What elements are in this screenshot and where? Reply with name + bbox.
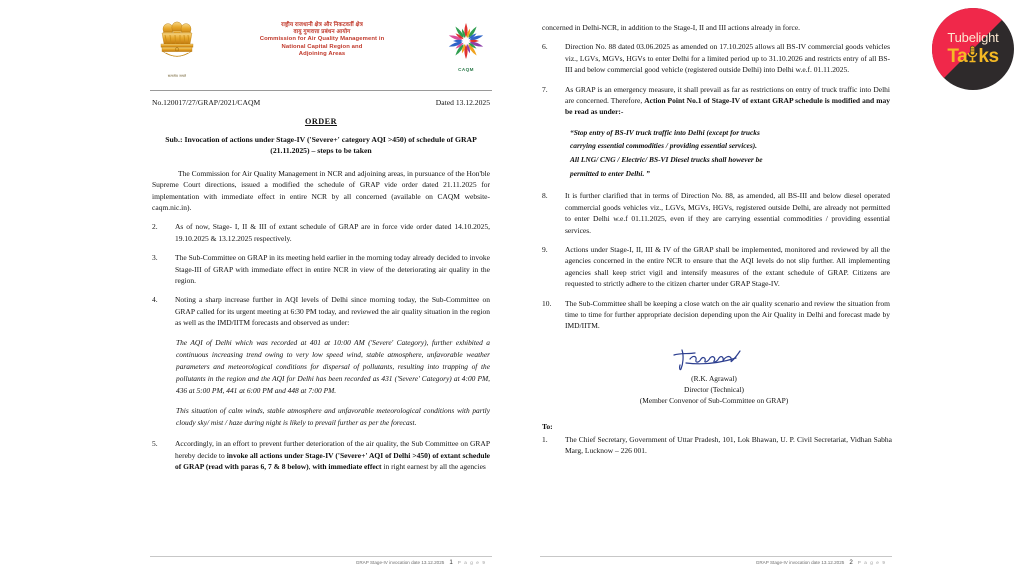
file-number: No.120017/27/GRAP/2021/CAQM: [152, 98, 261, 107]
state-emblem-block: [150, 20, 204, 82]
india-state-emblem-icon: [157, 20, 197, 64]
caqm-logo-label: CAQM: [458, 67, 474, 72]
footer-text-right: GRAP Stage-IV invocation date 13.12.2025: [755, 560, 845, 565]
footer-page-word-right: P a g e 9: [857, 560, 886, 565]
paragraph-2: [150, 221, 492, 244]
paragraph-6: [540, 41, 892, 75]
document-page-2: [540, 0, 892, 576]
footer-page-word-left: P a g e 9: [457, 560, 486, 565]
addressee-item-1: [540, 434, 892, 457]
paragraph-2-text: As of now, Stage- I, II & III of extant schedule of GRAP are in force vide order dated 14.10.2025, 19.10.2025 & 13.12.2025 respectively.: [175, 222, 490, 243]
brand-line-2-part-b: ks: [978, 45, 999, 67]
subject-prefix: Sub.:: [165, 135, 183, 144]
quote-action-line-4: permitted to enter Delhi. ”: [570, 168, 650, 178]
paragraph-3-text: The Sub-Committee on GRAP in its meeting held earlier in the morning today already decided to invoke Stage-III of GRAP with immediate effect in entire NCR in view of the deteriorating air quality in the region.: [175, 253, 490, 285]
quote-action-point: [570, 126, 890, 181]
paragraph-5-bold-action: invoke all actions under Stage-IV ('Severe+' AQI of Delhi >450) of extant schedule of GRAP (read with paras 6, 7 & 8 below): [175, 450, 490, 472]
subject-line: [150, 135, 492, 157]
paragraph-5-part-e: in right earnest by all the agencies: [381, 462, 486, 472]
paragraph-10-text: The Sub-Committee shall be keeping a close watch on the air quality scenario and review the situation from time to time for further appropriate decision depending upon the Air Quality in Delhi and forecast made by IMD/IITM.: [565, 298, 890, 331]
paragraph-8-number: 8.: [542, 191, 548, 201]
letterhead-english-line-3: Adjoining Areas: [298, 51, 346, 58]
handwritten-signature-icon: [668, 346, 760, 372]
signatory-name: (R.K. Agrawal): [691, 373, 737, 383]
paragraph-7-bold-modification: Action Point No.1 of Stage-IV of extant GRAP schedule is modified and may be read as under: [565, 95, 890, 117]
quote-action-line-1: “Stop entry of BS-IV truck traffic into Delhi (except for trucks: [570, 127, 760, 137]
footer-page-number-left: 1: [449, 559, 453, 566]
paragraph-7-text: [565, 84, 890, 118]
paragraph-6-text: Direction No. 88 dated 03.06.2025 as amended on 17.10.2025 allows all BS-IV commercial goods vehicles viz., LGVs, MGVs, HGVs to enter Delhi for a limited period up to 31.10.2026 and restricts entry of all BS-III and below commercial good vehicle (registered outside Delhi) into Delhi w.e.f. 01.11.2025.: [565, 42, 890, 75]
brand-line-2: [947, 45, 998, 68]
document-page-1: [150, 0, 492, 576]
paragraph-5-number: 5.: [152, 439, 158, 449]
page-title: ORDER: [304, 117, 338, 126]
paragraph-opening: The Commission for Air Quality Management in NCR and adjoining areas, in pursuance of the Hon'ble Supreme Court directions, issued a modified the schedule of GRAP vide order dated 21.11.2025 for implementation with immediate effect in entire NCR by all concerned (available on CAQM website- caqm.nic.in).: [152, 168, 490, 213]
paragraph-4-number: 4.: [152, 295, 158, 305]
footer-divider-right: [540, 556, 892, 557]
paragraph-5-part-a: Accordingly, in an effort to prevent further deterioration of the air quality, the Sub Committee on GRAP hereby decide to: [175, 439, 490, 460]
paragraph-8-text: It is further clarified that in terms of Direction No. 88, as amended, all BS-III and below diesel operated commercial goods vehicles viz., LGVs, MGVs, HGVs, registered outside Delhi, are already not permitted to enter Delhi w.e.f 01.11.2025, even if they are carrying essential commodities / providing essential services.: [565, 191, 890, 235]
page-1-footer: [150, 556, 492, 566]
letterhead-english-line-2: National Capital Region and: [281, 43, 363, 50]
paragraph-6-number: 6.: [542, 42, 548, 52]
paragraph-5-continuation: concerned in Delhi-NCR, in addition to the Stage-I, II and III actions already in force.: [542, 23, 801, 32]
document-date: Dated 13.12.2025: [435, 98, 490, 107]
paragraph-10-number: 10.: [542, 298, 552, 308]
quote-action-line-3: All LNG/ CNG / Electric/ BS-VI Diesel trucks shall however be: [570, 155, 763, 165]
letterhead: [150, 18, 492, 86]
paragraph-5-part-c: ,: [308, 462, 313, 472]
paragraph-7-part-a: As GRAP is an emergency measure, it shall prevail as far as restrictions on entry of truck traffic into Delhi are concerned. Therefore,: [565, 84, 890, 105]
paragraph-9-number: 9.: [542, 245, 548, 255]
letterhead-hindi-line-2: वायु गुणवत्ता प्रबंधन आयोग: [293, 29, 351, 36]
quote-aqi-observation: The AQI of Delhi which was recorded at 401 at 10:00 AM ('Severe' Category), further exhibited a continuous increasing trend owing to very low speed wind, stable atmosphere, unfavorable weather parameters and meteorological conditions for dispersal of pollutants, resulting into trapping of the pollutants in the region and the AQI for Delhi has been recorded as 431 ('Severe' Category) at 4:00 PM, 436 at 5:00 PM, 441 at 6:00 PM and 448 at 7:00 PM.: [176, 337, 490, 395]
quote-action-line-2: carrying essential commodities / providing essential services).: [570, 141, 758, 151]
paragraph-7-number: 7.: [542, 84, 548, 94]
addressee-item-1-text: The Chief Secretary, Government of Uttar Pradesh, 101, Lok Bhawan, U. P. Civil Secretariat, Vidhan Sabha Marg, Lucknow – 226 001.: [565, 435, 892, 456]
paragraph-3-number: 3.: [152, 253, 158, 263]
signature-block: [540, 346, 892, 406]
caqm-starburst-logo-icon: [443, 21, 489, 65]
paragraph-4: [150, 294, 492, 328]
paragraph-7-part-c: :-: [618, 107, 624, 117]
paragraph-5-text: [175, 438, 490, 472]
page-2-footer: [540, 556, 892, 566]
file-reference-line: [150, 98, 492, 107]
footer-page-number-right: 2: [849, 559, 853, 566]
footer-text-left: GRAP Stage-IV invocation date 13.12.2025: [355, 560, 445, 565]
emblem-motto: सत्यमेव जयते: [167, 74, 187, 78]
paragraph-8: [540, 190, 892, 236]
addressee-heading: To:: [542, 422, 553, 432]
brand-line-1: Tubelight: [947, 29, 999, 45]
brand-text: [932, 8, 1014, 90]
addressee-item-1-number: 1.: [542, 435, 548, 445]
letterhead-divider: [150, 90, 492, 91]
signatory-role: (Member Convenor of Sub-Committee on GRAP): [639, 396, 789, 405]
paragraph-10: [540, 298, 892, 332]
brand-circle: [932, 8, 1014, 90]
microphone-icon: [967, 45, 978, 68]
paragraph-3: [150, 252, 492, 286]
signatory-designation: Director (Technical): [683, 384, 744, 394]
caqm-logo-block: [440, 20, 492, 72]
letterhead-titles: [204, 20, 440, 59]
subject-text: Invocation of actions under Stage-IV ('Severe+' category AQI >450) of schedule of GRAP (21.11.2025) – steps to be taken: [184, 135, 477, 155]
paragraph-2-number: 2.: [152, 222, 158, 232]
paragraph-5: [150, 438, 492, 472]
paragraph-9: [540, 244, 892, 290]
paragraph-4-text: Noting a sharp increase further in AQI levels of Delhi since morning today, the Sub-Committee on GRAP called for its urgent meeting at 6:30 PM today, and reviewed the air quality situation in the region as well as the IMD/IITM forecasts and observed as under:: [175, 295, 490, 328]
paragraph-5-bold-effect: with immediate effect: [312, 462, 382, 472]
tubelight-talks-logo[interactable]: [932, 8, 1014, 90]
brand-line-2-part-a: Ta: [947, 45, 968, 67]
quote-forecast: This situation of calm winds, stable atmosphere and unfavorable meteorological conditions with partly cloudy sky/ mist / haze during night is likely to prevail further as per the forecast.: [176, 406, 490, 428]
letterhead-english-line-1: Commission for Air Quality Management in: [259, 36, 385, 43]
paragraph-7: [540, 84, 892, 118]
footer-divider-left: [150, 556, 492, 557]
paragraph-9-text: Actions under Stage-I, II, III & IV of the GRAP shall be implemented, monitored and reviewed by all the agencies concerned in the entire NCR to ensure that the AQI levels do not slip further. All implementing agencies shall keep strict vigil and intensify measures of the extant schedule of GRAP. Citizens are requested to strictly adhere to the citizen charter under GRAP Stage-IV.: [565, 245, 890, 289]
letterhead-hindi-line-1: राष्ट्रीय राजधानी क्षेत्र और निकटवर्ती क्षेत्र: [281, 22, 363, 28]
